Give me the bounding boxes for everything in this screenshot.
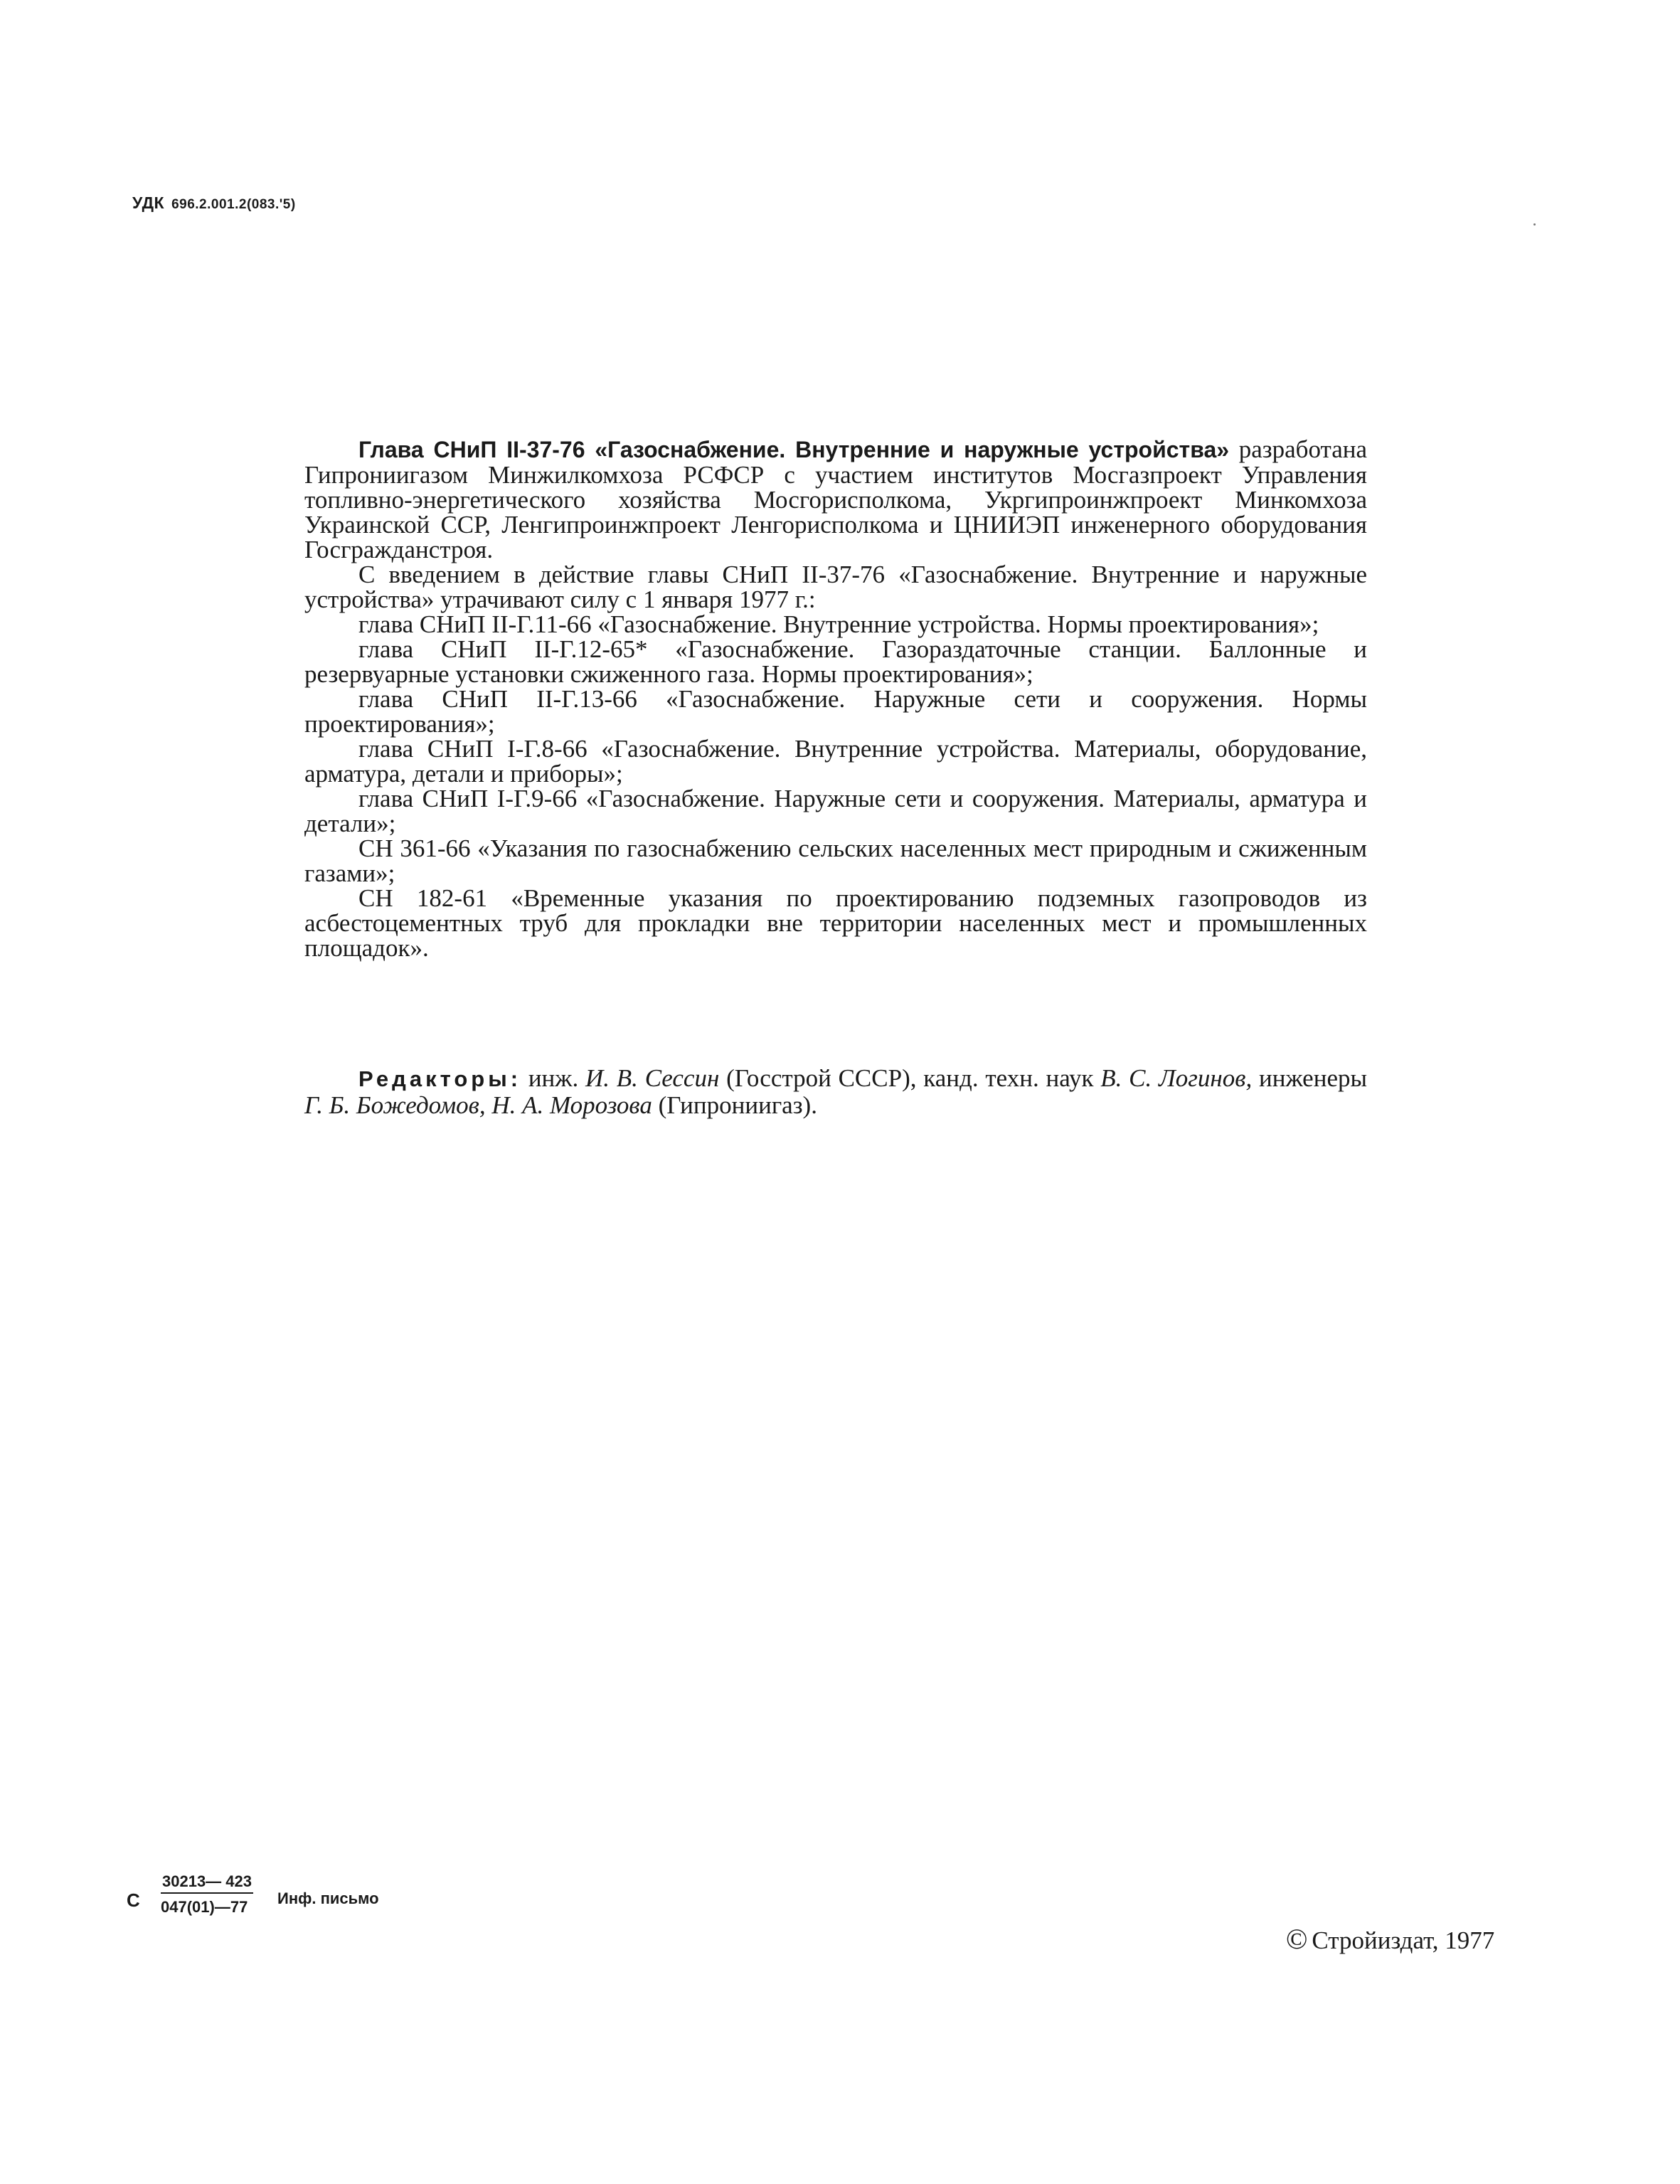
intro-lead: Глава СНиП II-37-76 «Газоснабжение. Внутренние и наружные устройства»: [358, 437, 1230, 462]
udk-code: 696.2.001.2(083.'5): [171, 197, 296, 212]
editor-name-1: И. В. Сессин: [585, 1064, 720, 1092]
editors-text-4: (Гипрониигаз).: [652, 1091, 817, 1119]
index-note: Инф. письмо: [277, 1889, 379, 1907]
paragraph-6: глава СНиП I-Г.9-66 «Газоснабжение. Наружные сети и сооружения. Материалы, арматура и детали»;: [304, 785, 1367, 837]
paragraph-8: СН 182-61 «Временные указания по проектированию подземных газопроводов из асбестоцементных труб для прокладки вне территории населенных мест и промышленных площадок».: [304, 884, 1367, 962]
paragraph-1: С введением в действие главы СНиП II-37-76 «Газоснабжение. Внутренние и наружные устройства» утрачивают силу с 1 января 1977 г.:: [304, 561, 1367, 613]
editor-name-2: В. С. Логинов,: [1100, 1064, 1253, 1092]
udk-classifier: [132, 194, 296, 213]
copyright-text: Стройиздат, 1977: [1312, 1926, 1495, 1954]
copyright-icon: ©: [1286, 1923, 1308, 1955]
paragraph-7: СН 361-66 «Указания по газоснабжению сельских населенных мест природным и сжиженным газами»;: [304, 834, 1367, 887]
index-numerator: 30213— 423: [161, 1872, 253, 1894]
main-text: [304, 437, 1367, 960]
paragraph-2: глава СНиП II-Г.11-66 «Газоснабжение. Внутренние устройства. Нормы проектирования»;: [358, 610, 1319, 638]
speck: [1533, 223, 1536, 226]
intro-body: разработана Гипрониигазом Минжилкомхоза РСФСР с участием институтов Мосгазпроект Управления топливно-энергетического хозяйства Мосгорисполкома, Укргипроинжпроект Минкомхоза Украинской ССР, Ленгипроинжпроект Ленгорисполкома и ЦНИИЭП инженерного оборудования Госгражданстроя.: [304, 435, 1368, 563]
editors-label: Редакторы:: [358, 1066, 522, 1091]
editors-paragraph: [304, 1065, 1367, 1118]
index-fraction: [161, 1872, 253, 1917]
editors-block: [304, 1065, 1367, 1118]
paragraph-4: глава СНиП II-Г.13-66 «Газоснабжение. Наружные сети и сооружения. Нормы проектирования»;: [304, 685, 1367, 738]
index-letter: С: [127, 1889, 140, 1911]
editors-text-3: инженеры: [1252, 1064, 1367, 1092]
editor-name-3: Г. Б. Божедомов, Н. А. Морозова: [304, 1091, 652, 1119]
paragraph-3: глава СНиП II-Г.12-65* «Газоснабжение. Газораздаточные станции. Баллонные и резервуарные установки сжиженного газа. Нормы проектирования»;: [304, 635, 1367, 688]
editors-text-1: инж.: [521, 1064, 585, 1092]
copyright: [1286, 1922, 1494, 1956]
intro-paragraph: [304, 437, 1367, 562]
index-denominator: 047(01)—77: [161, 1898, 248, 1916]
udk-label: УДК: [132, 194, 165, 212]
editors-text-2: (Госстрой СССР), канд. техн. наук: [719, 1064, 1101, 1092]
paragraph-5: глава СНиП I-Г.8-66 «Газоснабжение. Внутренние устройства. Материалы, оборудование, арматура, детали и приборы»;: [304, 735, 1367, 788]
